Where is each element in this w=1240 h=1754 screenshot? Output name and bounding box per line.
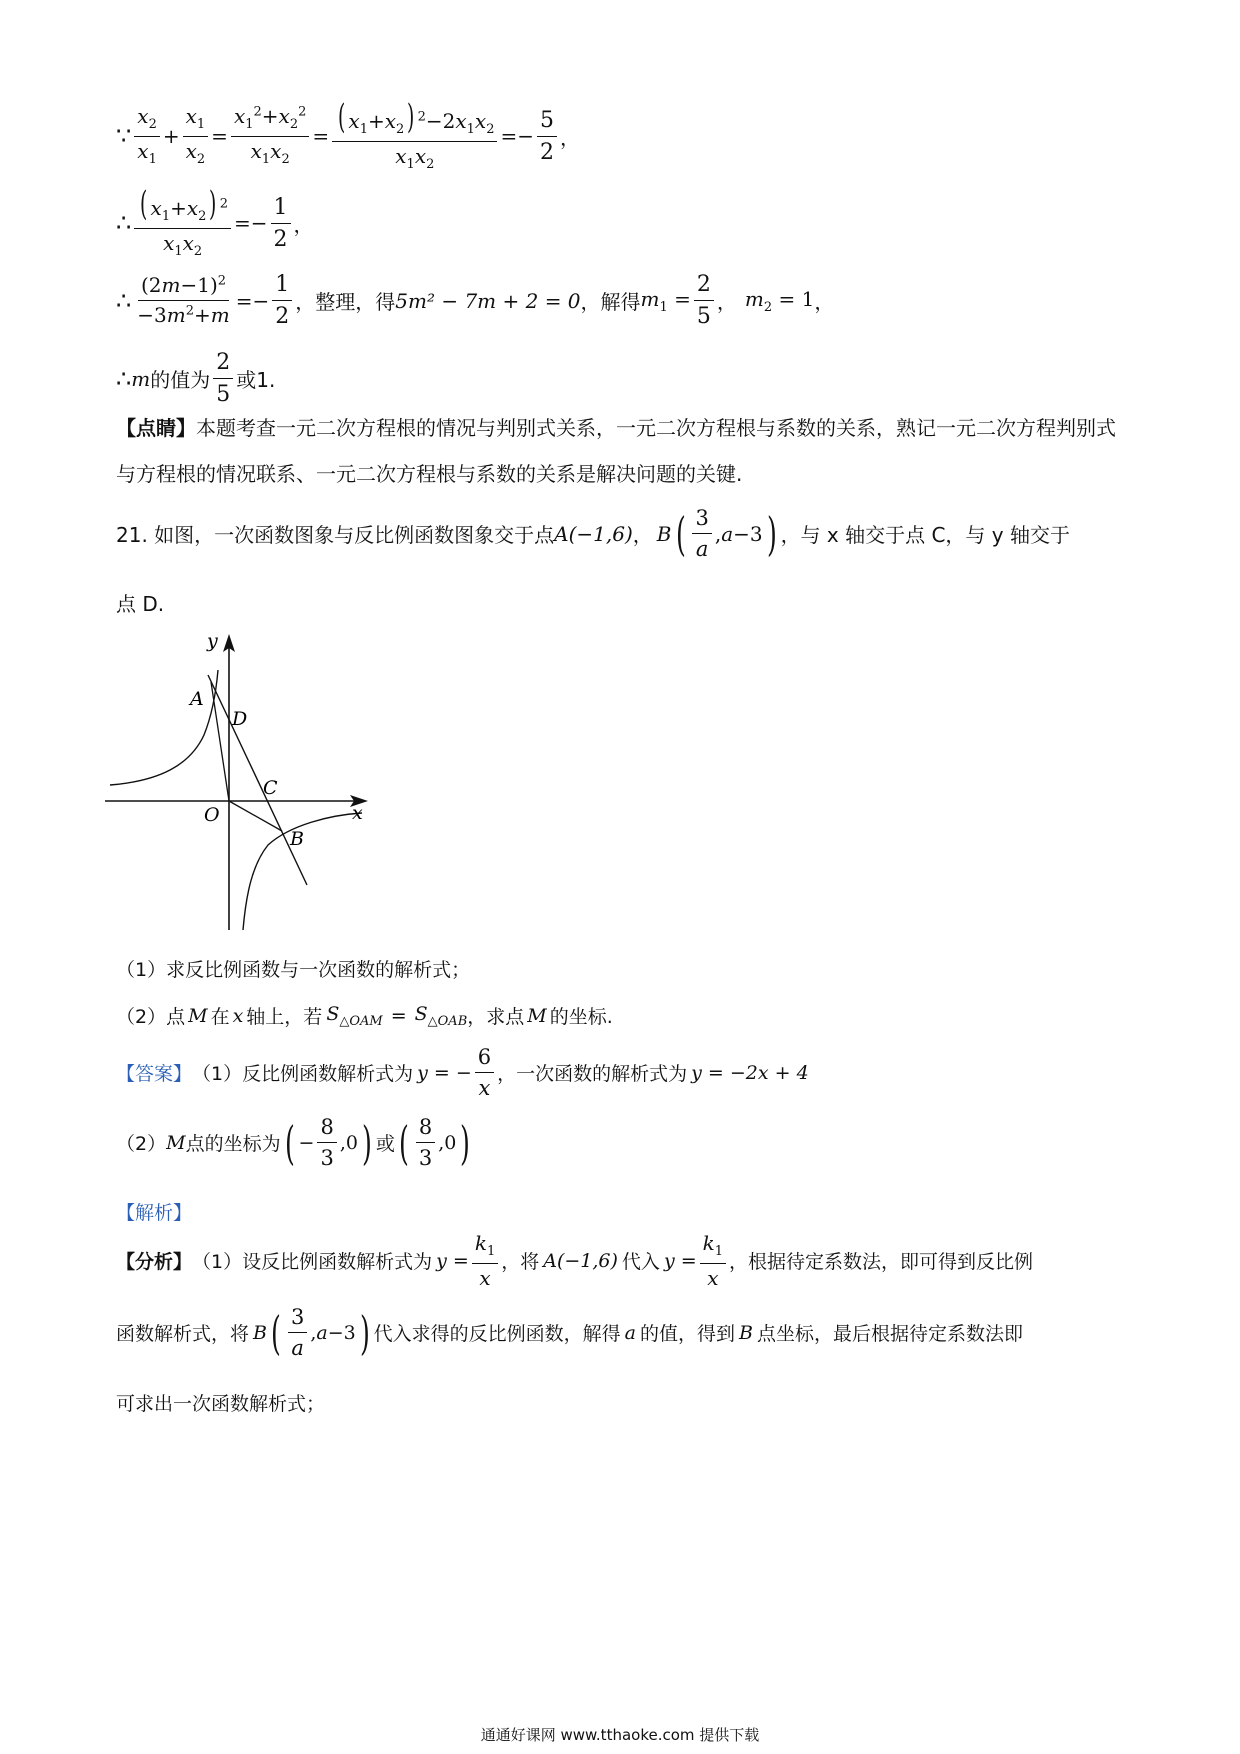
analysis-label: 【解析】 (116, 1202, 193, 1224)
equation-line-3: ∴ $\frac{(2m-1)^2}{-3m^2+m}$ =− $\frac{1}{2}$ ，整理，得 5m² − 7m + 2 = 0 ，解得 $m_1$ = $\frac{2}{5}$ ， $m_2 = 1$ ， (116, 272, 835, 330)
comment-paragraph: 【点睛】本题考查一元二次方程根的情况与判别式关系，一元二次方程根与系数的关系，熟记一元二次方程判别式与方程根的情况联系、一元二次方程根与系数的关系是解决问题的关键. (116, 416, 1116, 486)
label-D: D (232, 708, 248, 730)
comment-label: 【点睛】 (116, 416, 196, 440)
analysis-line-2: 函数解析式，将 B ( $\frac{3}{a}$ ,a−3 ) 代入求得的反比例函数，解得 a 的值，得到 B 点坐标，最后根据待定系数法即 (116, 1305, 1023, 1361)
function-graph-figure (100, 625, 400, 945)
analysis-line-1: 【分析】 （1）设反比例函数解析式为 y = $\frac{k_1}{x}$ ，将 A(−1,6) 代入 y = $\frac{k_1}{x}$ ，根据待定系数法，即可得到反比例 (116, 1231, 1034, 1290)
question-21-line-2: 点 D. (116, 592, 165, 616)
sub-question-2: （2）点 M 在 x 轴上，若 $S_{\triangle OAM}$ = $S_{\triangle OAB}$ ，求点 M 的坐标. (116, 1002, 613, 1029)
sub-question-1: （1）求反比例函数与一次函数的解析式； (116, 959, 471, 981)
answer-part-1: 【答案】 （1）反比例函数解析式为 y = − $\frac{6}{x}$ ，一次函数的解析式为 y = −2x + 4 (116, 1045, 809, 1101)
answer-label: 【答案】 (116, 1063, 193, 1086)
page-footer: 通通好课网 www.tthaoke.com 提供下载 (480, 1726, 760, 1744)
label-y: y (207, 630, 218, 652)
question-21-line-1: 21. 如图，一次函数图象与反比例函数图象交于点 A(−1,6) ， B ( $\frac{3}{a}$ ,a−3 ) ，与 x 轴交于点 C，与 y 轴交于 (116, 506, 1070, 562)
label-x: x (352, 802, 363, 824)
answer-part-2: （2） M 点的坐标为 ( − $\frac{8}{3}$ ,0 ) 或 ( $\frac{8}{3}$ ,0 ) (116, 1115, 471, 1171)
equation-line-2: ∴ $\frac{( x_1+x_2) ^2}{x_1x_2}$ =− $\frac{1}{2}$ ， (116, 184, 314, 259)
equation-line-4: ∴ m 的值为 $\frac{2}{5}$ 或1. (116, 350, 276, 408)
label-A: A (190, 688, 204, 710)
label-O: O (204, 804, 220, 826)
label-B: B (290, 828, 304, 850)
analysis-line-3: 可求出一次函数解析式； (116, 1393, 326, 1415)
label-C: C (263, 777, 278, 799)
linear-function-line (208, 675, 307, 885)
equation-line-1: ∵ $\frac{x_2}{x_1}$ + $\frac{x_1}{x_2}$ = $\frac{x_1^2+x_2^2}{x_1x_2}$ = $\frac{( x_1+x_2) ^2-2x_1x_2}{x_1x_2}$ =− $\frac{5}{2}$ ， (116, 97, 580, 172)
